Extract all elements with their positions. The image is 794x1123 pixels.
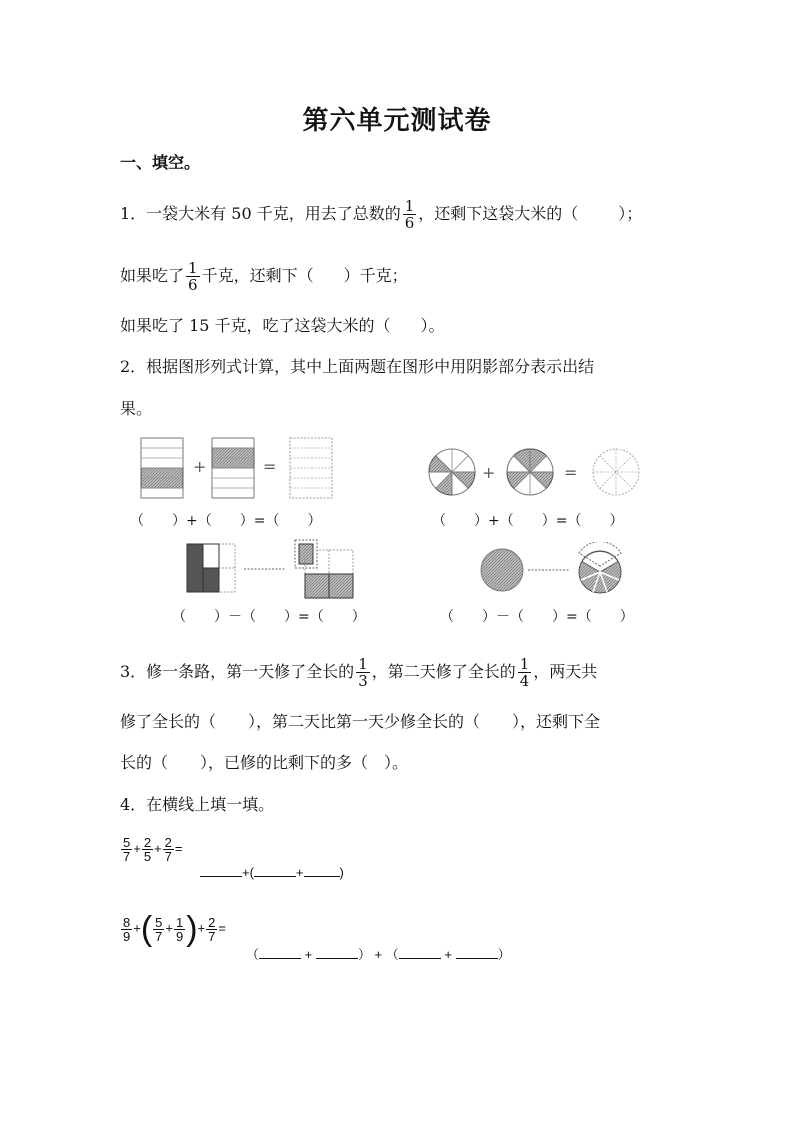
answer-blank[interactable]: [316, 944, 358, 959]
circle-middle: [507, 449, 553, 495]
q1-a-post: ，还剩下这袋大米的（: [418, 204, 579, 223]
q4-expression-1: $\frac{5}{7}$ + $\frac{2}{5}$ + $\frac{2}{7}$ =: [123, 835, 183, 864]
q3-fraction-1: $\frac{1}{3}$: [358, 655, 368, 690]
bar-addition-equation: （ ）+（ ）=（ ）: [130, 513, 322, 529]
bar-addition-figure: [135, 432, 340, 504]
q1-line-b: [120, 260, 408, 293]
q3-line-a: [120, 656, 597, 689]
bar-equals: =: [263, 457, 277, 476]
q2-line-2: 果。: [120, 399, 153, 418]
q1-a-pre: 1．一袋大米有 50 千克，用去了总数的: [120, 204, 401, 223]
q3-line-b: 修了全长的（ ），第二天比第一天少修全长的（ ），还剩下全: [120, 712, 601, 731]
q3-a-pre: 3．修一条路，第一天修了全长的: [120, 662, 355, 681]
circle-left: [429, 449, 475, 495]
q4-answer-2: （ + ） + （ + ）: [246, 944, 511, 963]
circle-addition-equation: （ ）+（ ）=（ ）: [432, 513, 624, 529]
q4-expression-2: $\frac{8}{9}$ +( $\frac{5}{7}$ + $\frac{1}{9}$ )+ $\frac{2}{7}$ =: [123, 910, 226, 948]
q1-a-end: ）；: [618, 204, 643, 223]
q4-answer-1: +( + ): [200, 862, 344, 880]
q1-b-post: 千克，还剩下（: [201, 266, 314, 285]
q1-b-pre: 如果吃了: [120, 266, 185, 285]
q2-line-1: 2．根据图形列式计算，其中上面两题在图形中用阴影部分表示出结: [120, 357, 595, 376]
circle-right: [593, 449, 639, 495]
q1-fraction: $\frac{1}{6}$: [404, 197, 415, 232]
q4-line: 4．在横线上填一填。: [120, 795, 275, 814]
square-right: [295, 540, 353, 598]
q3-a-end: ，两天共: [533, 662, 598, 681]
q1-b-end: ）千克；: [343, 266, 408, 285]
bar-right: [290, 438, 332, 498]
bar-plus: +: [193, 457, 207, 476]
answer-blank[interactable]: [304, 862, 340, 877]
q3-line-c: 长的（ ），已修的比剩下的多（ ）。: [120, 753, 409, 772]
answer-blank[interactable]: [200, 862, 242, 877]
section-heading: 一、填空。: [120, 153, 201, 172]
square-left: [187, 544, 235, 592]
pie-subtraction-figure: [476, 542, 636, 602]
pie-cut: [579, 542, 621, 593]
answer-blank[interactable]: [456, 944, 498, 959]
answer-blank[interactable]: [254, 862, 296, 877]
square-subtraction-figure: [183, 536, 358, 602]
square-subtraction-equation: （ ）－（ ）=（ ）: [172, 609, 366, 625]
q3-a-mid: ，第二天修了全长的: [371, 662, 516, 681]
pie-subtraction-equation: （ ）－（ ）=（ ）: [440, 609, 634, 625]
q1-c-end: ）。: [420, 316, 445, 335]
circle-plus: +: [482, 463, 496, 482]
q3-fraction-2: $\frac{1}{4}$: [519, 655, 530, 690]
circle-addition-figure: [424, 442, 644, 502]
circle-equals: =: [564, 463, 578, 482]
q1-line-a: [120, 198, 642, 231]
answer-blank[interactable]: [399, 944, 441, 959]
q1-b-fraction: $\frac{1}{6}$: [188, 259, 198, 294]
answer-blank[interactable]: [259, 944, 301, 959]
bar-left: [141, 438, 183, 498]
pie-full: [481, 549, 523, 591]
bar-middle: [212, 438, 254, 498]
q1-line-c: [120, 314, 445, 338]
page-title: 第六单元测试卷: [302, 106, 492, 136]
q1-c-pre: 如果吃了 15 千克，吃了这袋大米的（: [120, 316, 391, 335]
